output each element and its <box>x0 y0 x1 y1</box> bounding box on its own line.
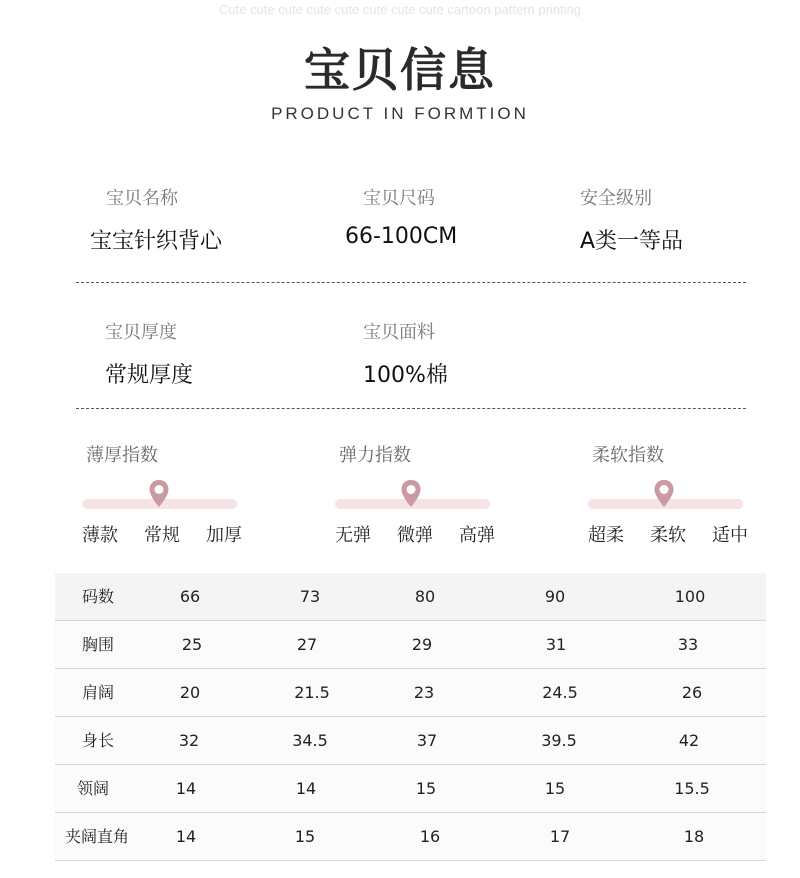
table-cell: 14 <box>175 827 197 846</box>
index-elasticity <box>335 441 495 546</box>
table-cell: 100 <box>674 587 706 606</box>
table-cell: 27 <box>296 635 318 654</box>
info-value: A类一等品 <box>580 229 684 254</box>
info-safety-level <box>580 184 683 255</box>
row-header: 码数 <box>81 587 114 606</box>
page-title: 宝贝信息 <box>304 43 496 97</box>
table-cell: 24.5 <box>542 683 578 702</box>
table-cell: 15.5 <box>674 779 710 798</box>
info-label: 安全级别 <box>580 188 652 209</box>
row-header: 肩阔 <box>81 683 114 702</box>
location-pin-icon <box>148 479 170 509</box>
table-cell: 33 <box>677 635 699 654</box>
table-cell: 14 <box>295 779 317 798</box>
table-row <box>55 765 766 813</box>
table-cell: 66 <box>179 587 201 606</box>
table-cell: 73 <box>299 587 321 606</box>
table-row <box>55 717 766 765</box>
index-title: 柔软指数 <box>592 445 664 466</box>
index-softness <box>588 441 748 546</box>
info-label: 宝贝厚度 <box>105 322 177 343</box>
watermark-text: Cute cute cute cute cute cute cute cute cartoon pattern printing <box>218 2 582 17</box>
location-pin-icon <box>653 479 675 509</box>
table-cell: 15 <box>544 779 566 798</box>
info-product-size <box>345 184 457 249</box>
divider <box>76 282 746 283</box>
info-value: 常规厚度 <box>105 363 194 388</box>
table-cell: 31 <box>545 635 567 654</box>
table-cell: 15 <box>415 779 437 798</box>
table-cell: 80 <box>414 587 436 606</box>
table-cell: 34.5 <box>292 731 328 750</box>
info-thickness <box>105 318 193 389</box>
index-option-selected: 柔软 <box>650 525 686 546</box>
info-label: 宝贝面料 <box>363 322 435 343</box>
index-option: 薄款 <box>82 525 118 546</box>
row-header: 夹阔直角 <box>64 827 129 846</box>
table-cell: 18 <box>683 827 705 846</box>
index-title: 薄厚指数 <box>86 445 158 466</box>
info-value: 宝宝针织背心 <box>90 229 223 254</box>
index-option: 加厚 <box>206 525 242 546</box>
location-pin-icon <box>400 479 422 509</box>
info-value: 100%棉 <box>363 363 448 388</box>
row-header: 身长 <box>81 731 114 750</box>
table-row <box>55 669 766 717</box>
divider <box>76 408 746 409</box>
index-option-selected: 微弹 <box>397 525 433 546</box>
row-header: 胸围 <box>81 635 114 654</box>
table-cell: 25 <box>181 635 203 654</box>
info-label: 宝贝尺码 <box>363 188 435 209</box>
index-option-selected: 常规 <box>144 525 180 546</box>
table-cell: 29 <box>411 635 433 654</box>
table-cell: 26 <box>681 683 703 702</box>
row-header: 领阔 <box>76 779 109 798</box>
index-option: 无弹 <box>335 525 371 546</box>
table-cell: 42 <box>678 731 700 750</box>
index-option: 超柔 <box>588 525 624 546</box>
table-cell: 32 <box>178 731 200 750</box>
page-subtitle: PRODUCT IN FORMTION <box>271 104 529 123</box>
table-cell: 17 <box>549 827 571 846</box>
info-product-name <box>90 184 222 255</box>
index-option: 适中 <box>712 525 748 546</box>
table-cell: 90 <box>544 587 566 606</box>
info-label: 宝贝名称 <box>106 188 178 209</box>
table-cell: 21.5 <box>294 683 330 702</box>
table-cell: 39.5 <box>541 731 577 750</box>
size-table <box>55 573 766 861</box>
index-options <box>82 521 242 547</box>
table-cell: 16 <box>419 827 441 846</box>
index-options <box>335 521 495 547</box>
table-cell: 23 <box>413 683 435 702</box>
index-title: 弹力指数 <box>339 445 411 466</box>
index-option: 高弹 <box>459 525 495 546</box>
table-cell: 14 <box>175 779 197 798</box>
info-value: 66-100CM <box>345 224 458 249</box>
index-options <box>588 521 748 547</box>
table-cell: 37 <box>416 731 438 750</box>
table-cell: 20 <box>179 683 201 702</box>
table-cell: 15 <box>294 827 316 846</box>
table-row <box>55 573 766 621</box>
index-thickness <box>82 441 242 546</box>
table-row <box>55 813 766 861</box>
info-fabric <box>363 318 448 389</box>
table-row <box>55 621 766 669</box>
